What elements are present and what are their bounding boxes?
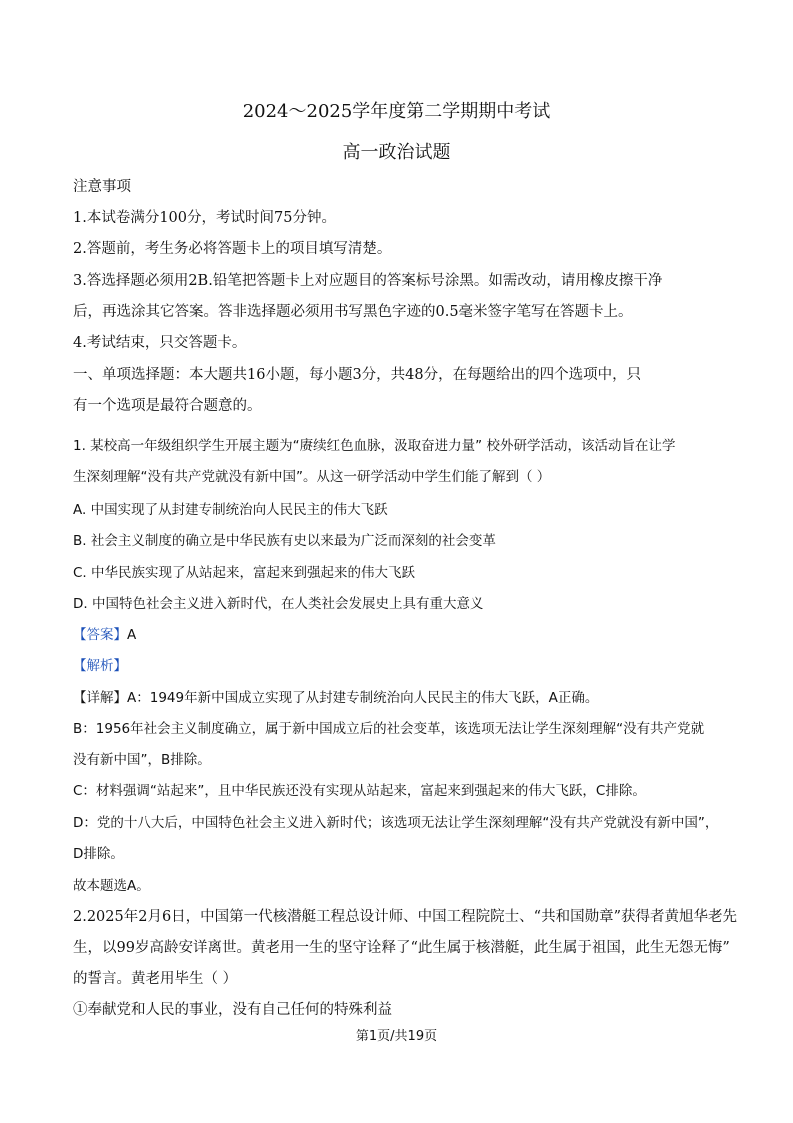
notice-heading: 注意事项 xyxy=(73,179,131,195)
question-stem: 的誓言。黄老用毕生（ ） xyxy=(73,971,238,987)
answer-tag: 【答案】 xyxy=(73,627,127,643)
analysis-detail: 没有新中国”，B排除。 xyxy=(73,752,211,768)
answer-line xyxy=(73,625,733,645)
analysis-detail: B：1956年社会主义制度确立，属于新中国成立后的社会变革，该选项无法让学生深刻理解“没有共产党就 xyxy=(73,721,705,737)
analysis-tag: 【解析】 xyxy=(73,658,127,674)
analysis-detail: D排除。 xyxy=(73,846,124,862)
option-1: ①奉献党和人民的事业，没有自己任何的特殊利益 xyxy=(73,1002,392,1018)
question-stem: 生深刻理解“没有共产党就没有新中国”。从这一研学活动中学生们能了解到（ ） xyxy=(73,469,551,485)
analysis-detail: D：党的十八大后，中国特色社会主义进入新时代；该选项无法让学生深刻理解“没有共产党就没有新中国”， xyxy=(73,815,719,831)
section-heading-cont: 有一个选项是最符合题意的。 xyxy=(73,398,262,414)
notice-item: 后，再选涂其它答案。答非选择题必须用书写黑色字迹的0.5毫米签字笔写在答题卡上。 xyxy=(73,304,633,320)
notice-item: 3.答选择题必须用2B.铅笔把答题卡上对应题目的答案标号涂黑。如需改动，请用橡皮擦干净 xyxy=(73,273,663,289)
analysis-detail: C：材料强调“站起来”，且中华民族还没有实现从站起来，富起来到强起来的伟大飞跃，C排除。 xyxy=(73,783,646,799)
notice-item: 2.答题前，考生务必将答题卡上的项目填写清楚。 xyxy=(73,241,392,257)
exam-title: 2024～2025学年度第二学期期中考试 xyxy=(242,101,551,122)
analysis-conclusion: 故本题选A。 xyxy=(73,878,150,894)
exam-subtitle: 高一政治试题 xyxy=(342,142,451,163)
option-c: C. 中华民族实现了从站起来，富起来到强起来的伟大飞跃 xyxy=(73,565,416,581)
section-heading: 一、单项选择题：本大题共16小题，每小题3分，共48分，在每题给出的四个选项中，只 xyxy=(73,367,642,383)
notice-item: 1.本试卷满分100分，考试时间75分钟。 xyxy=(73,210,336,226)
question-stem: 1. 某校高一年级组织学生开展主题为“赓续红色血脉，汲取奋进力量” 校外研学活动，该活动旨在让学 xyxy=(73,438,676,454)
question-stem: 生，以99岁高龄安详离世。黄老用一生的坚守诠释了“此生属于核潜艇，此生属于祖国，此生无怨无悔” xyxy=(73,940,730,956)
option-d: D. 中国特色社会主义进入新时代，在人类社会发展史上具有重大意义 xyxy=(73,596,484,612)
analysis-detail: 【详解】A：1949年新中国成立实现了从封建专制统治向人民民主的伟大飞跃，A正确。 xyxy=(73,690,599,706)
question-stem: 2.2025年2月6日，中国第一代核潜艇工程总设计师、中国工程院院士、“共和国勋章”获得者黄旭华老先 xyxy=(73,909,738,925)
page-footer: 第1页/共19页 xyxy=(355,1029,438,1044)
analysis-line xyxy=(73,656,733,676)
option-b: B. 社会主义制度的确立是中华民族有史以来最为广泛而深刻的社会变革 xyxy=(73,533,496,549)
answer-value: A xyxy=(127,627,137,643)
notice-item: 4.考试结束，只交答题卡。 xyxy=(73,335,247,351)
option-a: A. 中国实现了从封建专制统治向人民民主的伟大飞跃 xyxy=(73,502,388,518)
